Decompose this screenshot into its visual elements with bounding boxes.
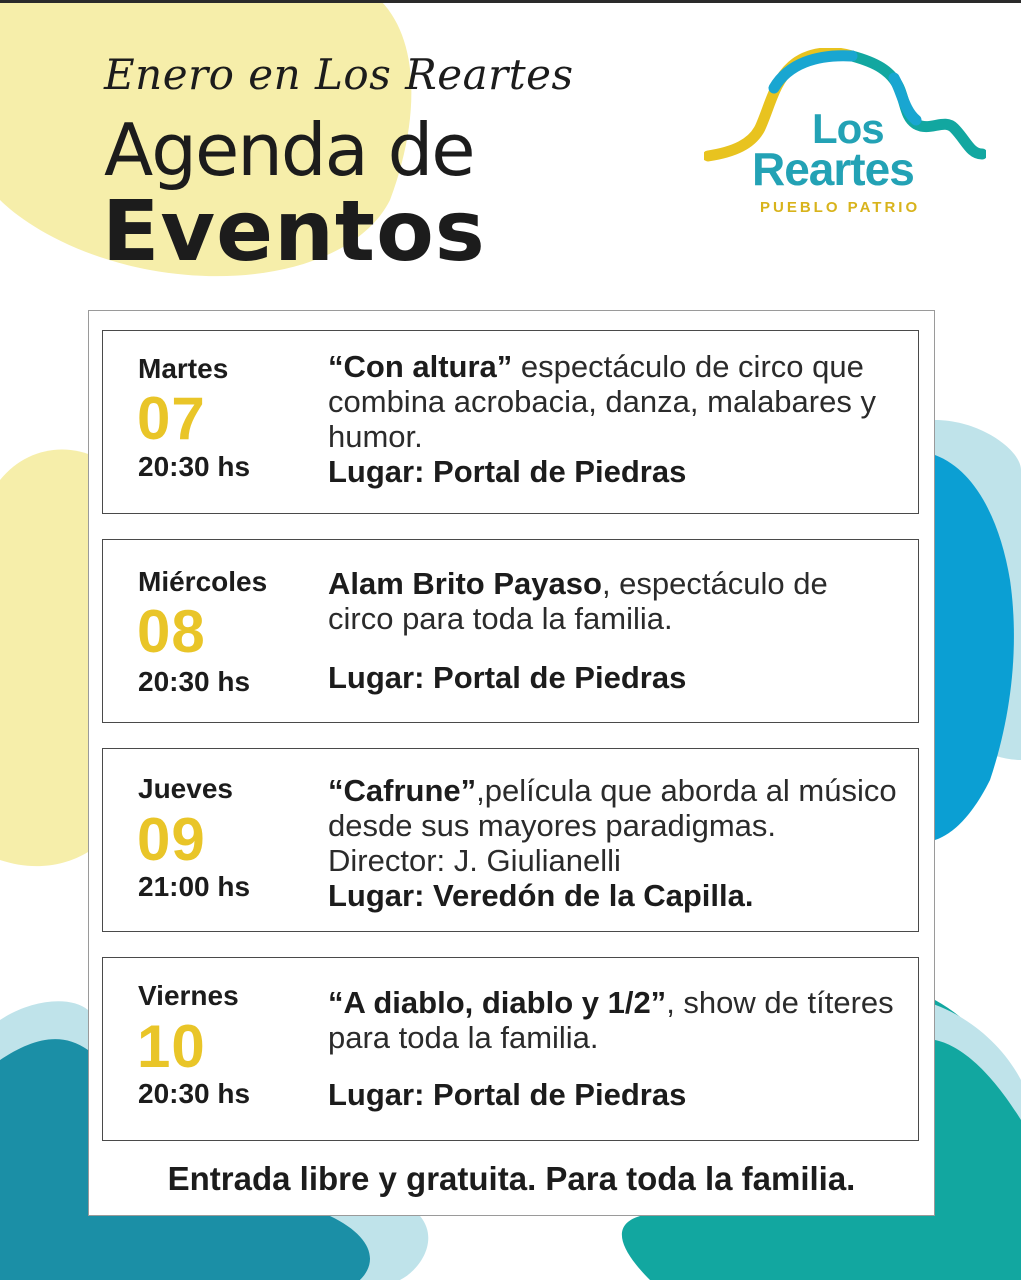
event-day: Viernes xyxy=(138,980,239,1011)
event-card xyxy=(102,957,919,1141)
event-time: 21:00 hs xyxy=(138,871,251,902)
event-card xyxy=(102,539,919,723)
event-card xyxy=(102,330,919,514)
event-description-text: , espectáculo de circo para toda la familia. xyxy=(328,566,828,636)
event-day: Miércoles xyxy=(138,566,268,597)
event-place: Lugar: Veredón de la Capilla. xyxy=(328,878,754,913)
event-description-text: espectáculo de circo que combina acrobacia, danza, malabares y humor. xyxy=(328,349,876,454)
event-title: Alam Brito Payaso xyxy=(328,566,602,601)
event-title: “Con altura” xyxy=(328,349,513,384)
event-description xyxy=(328,985,898,1055)
event-day-number: 10 xyxy=(137,1013,206,1080)
event-title: “A diablo, diablo y 1/2” xyxy=(328,985,667,1020)
event-description xyxy=(328,566,898,636)
event-description-text: ,película que aborda al músico desde sus mayores paradigmas. Director: J. Giulianelli xyxy=(328,773,897,878)
event-time: 20:30 hs xyxy=(138,451,251,482)
logo-text-los: Los xyxy=(812,105,884,152)
event-day: Jueves xyxy=(138,773,233,804)
event-day-number: 09 xyxy=(137,806,206,873)
event-time: 20:30 hs xyxy=(138,1078,251,1109)
header-script-title: Enero en Los Reartes xyxy=(104,50,574,99)
logo-text-reartes: Reartes xyxy=(752,143,914,195)
event-place: Lugar: Portal de Piedras xyxy=(328,1077,687,1112)
event-description xyxy=(328,349,898,454)
event-title: “Cafrune” xyxy=(328,773,477,808)
event-day-number: 07 xyxy=(137,385,206,452)
los-reartes-logo xyxy=(704,48,986,223)
event-day-number: 08 xyxy=(137,598,206,665)
header-title-line2: Eventos xyxy=(102,182,486,280)
top-border xyxy=(0,0,1021,3)
event-place: Lugar: Portal de Piedras xyxy=(328,454,687,489)
logo-tagline: PUEBLO PATRIO xyxy=(760,199,921,216)
event-day: Martes xyxy=(138,353,229,384)
event-card xyxy=(102,748,919,932)
event-place: Lugar: Portal de Piedras xyxy=(328,660,687,695)
event-description xyxy=(328,773,898,878)
event-time: 20:30 hs xyxy=(138,666,251,697)
event-description-text: , show de títeres para toda la familia. xyxy=(328,985,894,1055)
header-title-line1: Agenda de xyxy=(104,108,474,192)
footer-note: Entrada libre y gratuita. Para toda la familia. xyxy=(167,1160,856,1197)
